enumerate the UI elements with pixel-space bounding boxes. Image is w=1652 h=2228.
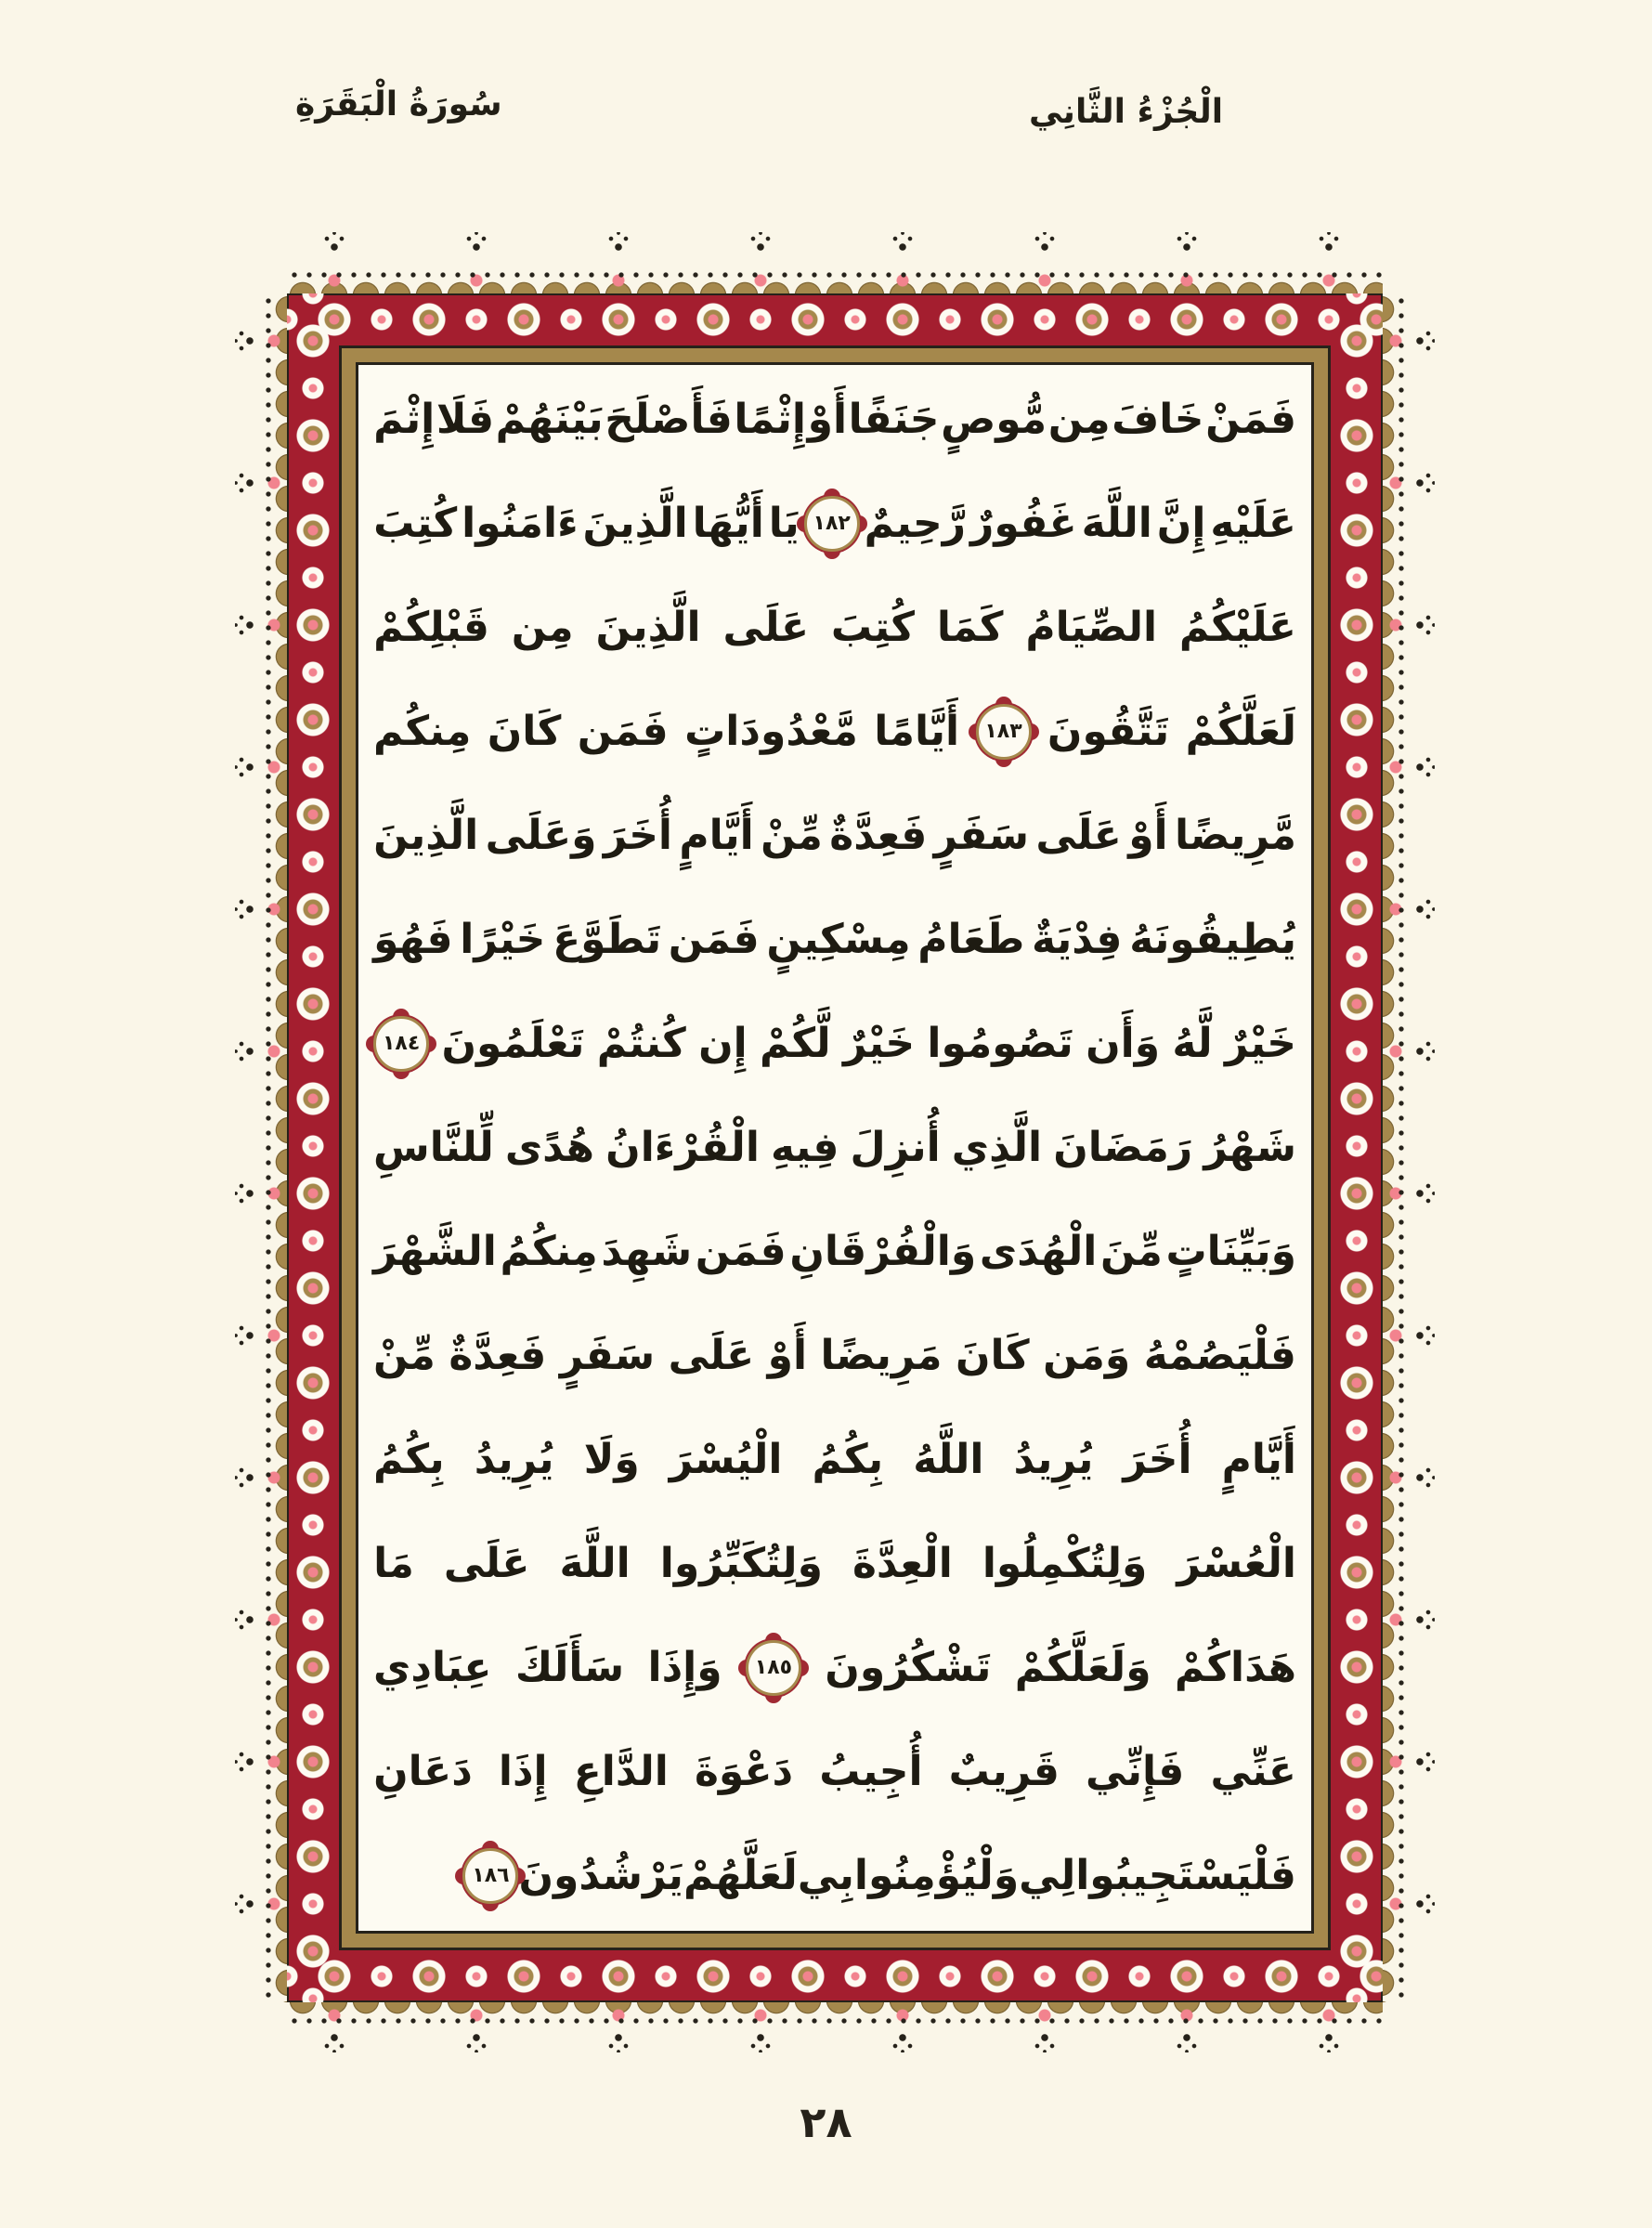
verse-number: ١٨٤ <box>382 1032 421 1055</box>
word: سَأَلَكَ <box>514 1644 625 1691</box>
word: اللَّهَ <box>1081 500 1152 547</box>
word: فَمَن <box>577 708 669 755</box>
word: غَفُورٌ <box>970 500 1077 547</box>
word: عَلَى <box>722 604 810 651</box>
word: مِن <box>1047 396 1111 443</box>
quran-line-4 <box>373 680 1296 784</box>
word: يَا <box>768 500 800 547</box>
word: فَلَا <box>436 396 495 443</box>
word: تَتَّقُونَ <box>1047 708 1170 755</box>
word: كَانَ <box>487 708 562 755</box>
word: أُخَرَ <box>1123 1436 1192 1483</box>
word: أُنزِلَ <box>850 1124 941 1171</box>
word: وَأَن <box>1086 1020 1161 1067</box>
quran-line-2 <box>373 472 1296 576</box>
word: مَّعْدُودَاتٍ <box>684 708 858 755</box>
word: الصِّيَامُ <box>1025 604 1158 651</box>
floral-band-right <box>1331 293 1383 2002</box>
floral-band-top <box>287 293 1383 345</box>
word: شَهْرُ <box>1203 1124 1296 1171</box>
verse-number: ١٨٣ <box>984 720 1022 743</box>
verse-marker-186 <box>462 1848 518 1904</box>
word: فَإِنِّي <box>1086 1748 1185 1795</box>
word: عَلَيْكُمُ <box>1178 604 1296 651</box>
word: عِبَادِي <box>373 1644 492 1691</box>
verse-marker-184 <box>373 1016 429 1072</box>
quran-line-6 <box>373 888 1296 992</box>
word: فَمَن <box>695 1228 787 1275</box>
word: الَّذِينَ <box>595 604 701 651</box>
word: لَّهُ <box>1172 1020 1213 1067</box>
word: خَيْرًا <box>460 916 546 963</box>
word: دَعْوَةَ <box>694 1748 794 1795</box>
word: عَلَى <box>668 1332 755 1379</box>
word: أَوْ <box>807 396 848 443</box>
word: الَّذِينَ <box>582 500 688 547</box>
word: وَلِتُكْمِلُوا <box>982 1540 1148 1587</box>
word: أَوْ <box>1128 812 1168 859</box>
word: بِكُمُ <box>812 1436 884 1483</box>
gold-crest-bottom <box>287 2002 1383 2025</box>
word: عَلَى <box>443 1540 530 1587</box>
quran-text-block <box>358 365 1311 1931</box>
quran-line-15 <box>373 1824 1296 1928</box>
word: إِذَا <box>498 1748 548 1795</box>
quran-line-1 <box>373 368 1296 472</box>
word: مِّنْ <box>373 1332 436 1379</box>
word: فَمَن <box>668 916 760 963</box>
word: الَّذِينَ <box>373 812 479 859</box>
word: خَيْرٌ <box>843 1020 916 1067</box>
quran-line-12 <box>373 1512 1296 1616</box>
verse-number: ١٨٦ <box>472 1864 510 1887</box>
word: سَفَرٍ <box>559 1332 656 1379</box>
word: الْقُرْءَانُ <box>605 1124 760 1171</box>
verse-number: ١٨٥ <box>754 1656 793 1679</box>
word: طَعَامُ <box>917 916 1025 963</box>
finial-ornaments-right <box>1412 271 1435 2025</box>
word: وَلَعَلَّكُمْ <box>1014 1644 1151 1691</box>
quran-line-10 <box>373 1304 1296 1408</box>
word: فَلْيَسْتَجِيبُوا <box>1075 1852 1296 1899</box>
word: إِثْمًا <box>734 396 806 443</box>
word: ءَامَنُوا <box>462 500 579 547</box>
word: فَمَنْ <box>1205 396 1296 443</box>
quran-line-14 <box>373 1720 1296 1824</box>
word: وَإِذَا <box>647 1644 722 1691</box>
finial-ornaments-left <box>235 271 257 2025</box>
word: لِّلنَّاسِ <box>373 1124 494 1171</box>
verse-marker-183 <box>976 704 1032 760</box>
finial-ornaments-top <box>265 232 1405 254</box>
word: عَلَى <box>1035 812 1122 859</box>
word: كُنتُمْ <box>596 1020 686 1067</box>
word: لَعَلَّكُمْ <box>1185 708 1296 755</box>
word: مِنكُمُ <box>500 1228 598 1275</box>
word: الشَّهْرَ <box>373 1228 497 1275</box>
floral-band-left <box>287 293 339 2002</box>
word: كُتِبَ <box>830 604 916 651</box>
quran-line-3 <box>373 576 1296 680</box>
word: بَيْنَهُمْ <box>495 396 604 443</box>
word: تَصُومُوا <box>927 1020 1073 1067</box>
word: رَمَضَانَ <box>1053 1124 1193 1171</box>
word: وَعَلَى <box>485 812 597 859</box>
quran-line-5 <box>373 784 1296 888</box>
word: أَيَّامٍ <box>679 812 754 859</box>
word: إِثْمَ <box>373 396 436 443</box>
word: فِدْيَةٌ <box>1032 916 1123 963</box>
word: مِن <box>511 604 574 651</box>
word: اللَّهَ <box>559 1540 631 1587</box>
word: هَدَاكُمْ <box>1174 1644 1296 1691</box>
word: يُرِيدُ <box>1013 1436 1094 1483</box>
word: مَّرِيضًا <box>1174 812 1296 859</box>
word: مُّوصٍ <box>941 396 1047 443</box>
word: مِّنَ <box>1099 1228 1163 1275</box>
verse-marker-182 <box>804 496 860 552</box>
word: هُدًى <box>504 1124 595 1171</box>
word: وَلَا <box>583 1436 640 1483</box>
word: الْيُسْرَ <box>669 1436 783 1483</box>
word: تَعْلَمُونَ <box>441 1020 585 1067</box>
word: أَيَّامًا <box>874 708 960 755</box>
floral-band-bottom <box>287 1950 1383 2002</box>
word: لَعَلَّهُمْ <box>683 1852 798 1899</box>
quran-line-9 <box>373 1200 1296 1304</box>
word: يُرِيدُ <box>474 1436 554 1483</box>
word: قَرِيبٌ <box>948 1748 1060 1795</box>
word: فَهُوَ <box>373 916 453 963</box>
word: إِن <box>698 1020 748 1067</box>
word: الدَّاعِ <box>573 1748 669 1795</box>
gold-crest-left <box>265 293 287 2002</box>
word: كَانَ <box>955 1332 1030 1379</box>
verse-marker-185 <box>746 1640 801 1696</box>
word: الَّذِي <box>951 1124 1043 1171</box>
word: عَنِّي <box>1210 1748 1296 1795</box>
word: فَأَصْلَحَ <box>605 396 733 443</box>
word: يَرْشُدُونَ <box>518 1852 683 1899</box>
word: أُجِيبُ <box>819 1748 923 1795</box>
word: لَّكُمْ <box>760 1020 831 1067</box>
word: فِيهِ <box>771 1124 839 1171</box>
word: فَعِدَّةٌ <box>829 812 928 859</box>
word: وَبَيِّنَاتٍ <box>1165 1228 1296 1275</box>
juz-title: الْجُزْءُ الثَّانِي <box>1029 93 1224 131</box>
word: خَافَ <box>1112 396 1204 443</box>
word: جَنَفًا <box>848 396 940 443</box>
verse-number: ١٨٢ <box>813 512 851 535</box>
ornamental-border-frame <box>265 271 1405 2025</box>
word: لِي <box>1019 1852 1076 1899</box>
gold-crest-top <box>287 271 1383 293</box>
word: أَيَّامٍ <box>1221 1436 1296 1483</box>
word: دَعَانِ <box>373 1748 473 1795</box>
word: أَيُّهَا <box>692 500 764 547</box>
word: فَلْيَصُمْهُ <box>1143 1332 1296 1379</box>
surah-title: سُورَةُ الْبَقَرَةِ <box>295 85 502 124</box>
quran-line-11 <box>373 1408 1296 1512</box>
word: الْهُدَى <box>979 1228 1098 1275</box>
word: خَيْرٌ <box>1224 1020 1296 1067</box>
word: وَمَن <box>1043 1332 1131 1379</box>
word: أُخَرَ <box>603 812 673 859</box>
word: مَرِيضًا <box>820 1332 943 1379</box>
word: إِنَّ <box>1156 500 1206 547</box>
word: عَلَيْهِ <box>1210 500 1296 547</box>
word: بِكُمُ <box>373 1436 445 1483</box>
word: شَهِدَ <box>601 1228 693 1275</box>
quran-line-8 <box>373 1096 1296 1200</box>
word: الْعِدَّةَ <box>852 1540 953 1587</box>
word: سَفَرٍ <box>933 812 1029 859</box>
word: مِنكُم <box>373 708 472 755</box>
page-number: ٢٨ <box>800 2097 852 2147</box>
word: كَمَا <box>936 604 1004 651</box>
word: تَشْكُرُونَ <box>825 1644 992 1691</box>
finial-ornaments-bottom <box>265 2030 1405 2052</box>
gold-crest-right <box>1383 293 1405 2002</box>
word: اللَّهُ <box>913 1436 984 1483</box>
word: فَعِدَّةٌ <box>449 1332 547 1379</box>
word: وَلْيُؤْمِنُوا <box>853 1852 1020 1899</box>
quran-line-7 <box>373 992 1296 1096</box>
word: الْعُسْرَ <box>1177 1540 1296 1587</box>
word: مِسْكِينٍ <box>766 916 911 963</box>
quran-line-13 <box>373 1616 1296 1720</box>
word: تَطَوَّعَ <box>553 916 662 963</box>
word: رَّحِيمٌ <box>864 500 967 547</box>
word: وَلِتُكَبِّرُوا <box>659 1540 823 1587</box>
word: يُطِيقُونَهُ <box>1129 916 1296 963</box>
word: أَوْ <box>767 1332 808 1379</box>
word: قَبْلِكُمْ <box>373 604 489 651</box>
word: مَا <box>373 1540 414 1587</box>
word: مِّنْ <box>761 812 823 859</box>
text-panel <box>356 362 1314 1934</box>
word: كُتِبَ <box>373 500 458 547</box>
word: بِي <box>797 1852 854 1899</box>
word: وَالْفُرْقَانِ <box>789 1228 977 1275</box>
